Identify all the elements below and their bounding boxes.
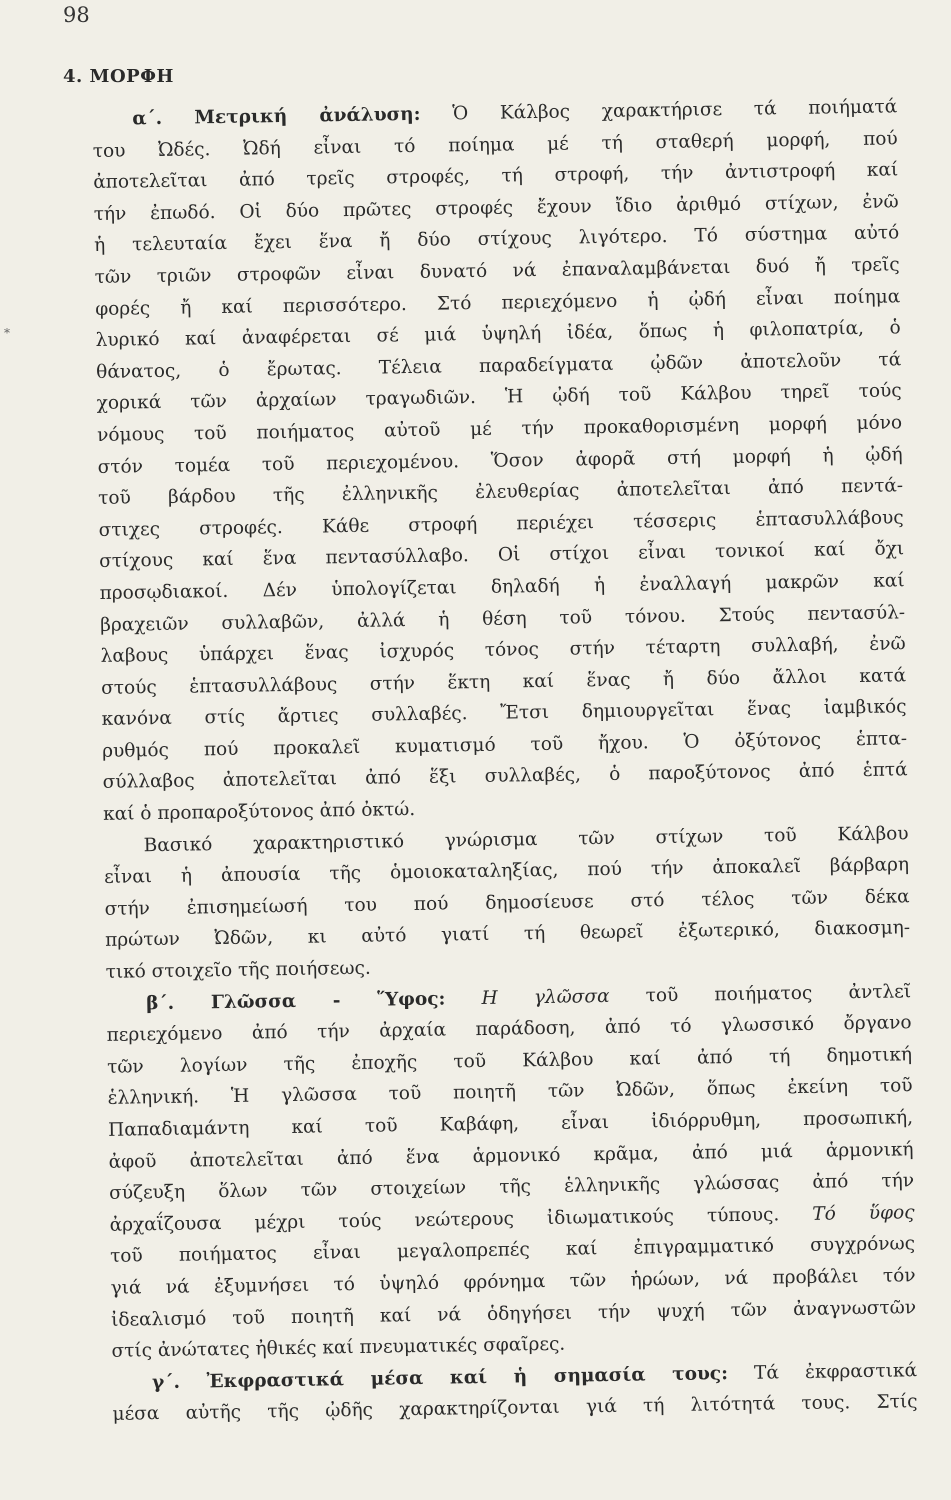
text-line: τήν ἐπωδό. Οἱ δύο πρῶτες στροφές ἔχουν ἴδιο ἀριθμό στίχων, ἐνῶ [93, 191, 899, 225]
text-line: ἑλληνική. Ἡ γλῶσσα τοῦ ποιητῆ τῶν Ὠδῶν, ὅπως ἐκείνη τοῦ [107, 1075, 913, 1110]
text-line: του Ὠδές. Ὠδή εἶναι τό ποίημα μέ τή σταθερή μορφή, πού [92, 127, 898, 162]
text-line: γ΄. Ἐκφραστικά μέσα καί ἡ σημασία τους: Τά ἐκφραστικά [151, 1359, 918, 1393]
text-line: σύλλαβος ἀποτελεῖται ἀπό ἕξι συλλαβές, ὁ παροξύτονος ἀπό ἑπτά [102, 759, 908, 794]
text-line: νόμους τοῦ ποιήματος αὐτοῦ μέ τήν προκαθορισμένη μορφή μόνο [97, 412, 903, 446]
text-line: στίς ἀνώτατες ἠθικές καί πνευματικές σφαῖρες. [111, 1333, 566, 1363]
text-line: καί ὁ προπαροξύτονος ἀπό ὀκτώ. [102, 799, 416, 825]
text-line: στίχους καί ἕνα πεντασύλλαβο. Οἱ στίχοι εἶναι τονικοί καί ὄχι [99, 538, 905, 573]
text-line: λαβους ὑπάρχει ἕνας ἰσχυρός τόνος στήν τέταρτη συλλαβή, ἐνῶ [100, 633, 906, 668]
text-line: περιεχόμενο ἀπό τήν ἀρχαία παράδοση, ἀπό τό γλωσσικό ὄργανο [106, 1012, 912, 1047]
text-line: τῶν λογίων τῆς ἐποχῆς τοῦ Κάλβου καί ἀπό τή δημοτική [106, 1044, 913, 1078]
text-line: προσῳδιακοί. Δέν ὑπολογίζεται δηλαδή ἡ ἐναλλαγή μακρῶν καί [99, 570, 905, 604]
text-line: στιχες στροφές. Κάθε στροφή περιέχει τέσσερις ἑπτασυλλάβους [98, 507, 904, 541]
text-line: τοῦ βάρδου τῆς ἐλληνικῆς ἐλευθερίας ἀποτελεῖται ἀπό πεντά- [98, 475, 904, 510]
text-line: τῶν τριῶν στροφῶν εἶναι δυνατό νά ἐπαναλαμβάνεται δυό ἤ τρεῖς [94, 254, 900, 288]
italic-term-glossa: Η γλῶσσα [481, 985, 610, 1009]
text-line: στήν ἐπισημείωσή του πού δημοσίευσε στό τέλος τῶν δέκα [104, 886, 910, 920]
text-line: λυρικό καί ἀναφέρεται σέ μιά ὑψηλή ἰδέα, ὅπως ἡ φιλοπατρία, ὁ [95, 317, 901, 352]
text-line: τοῦ ποιήματος εἶναι μεγαλοπρεπές καί ἐπιγραμματικό συγχρόνως [109, 1233, 916, 1268]
paragraph-label-a: α΄. Μετρική ἀνάλυση: [132, 103, 421, 130]
paragraph-label-b: β΄. Γλῶσσα - Ὕφος: [145, 988, 446, 1014]
text-line: γιά νά ἐξυμνήσει τό ὑψηλό φρόνημα τῶν ἡρώων, νά προβάλει τόν [110, 1265, 916, 1299]
text-line: Βασικό χαρακτηριστικό γνώρισμα τῶν στίχων τοῦ Κάλβου [143, 822, 909, 856]
text-line: χορικά τῶν ἀρχαίων τραγωδιῶν. Ἡ ᾠδή τοῦ Κάλβου τηρεῖ τούς [96, 380, 902, 415]
text-line: ρυθμός πού προκαλεῖ κυματισμό τοῦ ἤχου. Ὁ ὀξύτονος ἑπτα- [102, 728, 908, 762]
italic-term-yfos: Τό ὕφος [812, 1201, 915, 1225]
text-line: Παπαδιαμάντη καί τοῦ Καβάφη, εἶναι ἰδιόρρυθμη, προσωπική, [107, 1107, 914, 1141]
paragraph-label-c: γ΄. Ἐκφραστικά μέσα καί ἡ σημασία τους: [151, 1362, 729, 1393]
text-line: βραχειῶν συλλαβῶν, ἀλλά ἡ θέση τοῦ τόνου. Στούς πεντασύλ- [100, 601, 906, 636]
text-line: σύζευξη ὅλων τῶν στοιχείων τῆς ἑλληνικῆς γλώσσας ἀπό τήν [108, 1170, 915, 1205]
body-text [92, 91, 918, 1430]
text-line: ἀρχαΐζουσα μέχρι τούς νεώτερους ἰδιωματικούς τύπους. Τό ὕφος [109, 1201, 915, 1236]
text-line: β΄. Γλῶσσα - Ὕφος: Η γλῶσσα τοῦ ποιήματος ἀντλεῖ [145, 980, 912, 1014]
text-line: στούς ἑπτασυλλάβους στήν ἕκτη καί ἕνας ἤ δύο ἄλλοι κατά [101, 664, 907, 699]
text-line: μέσα αὐτῆς τῆς ᾠδῆς χαρακτηρίζονται γιά τή λιτότητά τους. Στίς [112, 1391, 918, 1426]
text-line: κανόνα στίς ἄρτιες συλλαβές. Ἔτσι δημιουργεῖται ἕνας ἰαμβικός [101, 696, 907, 731]
text-line: ἀποτελεῖται ἀπό τρεῖς στροφές, τή στροφή, τήν ἀντιστροφή καί [93, 159, 899, 194]
text-line: α΄. Μετρική ἀνάλυση: Ὁ Κάλβος χαρακτήρισε τά ποιήματά [132, 96, 898, 130]
text-line: εἶναι ἡ ἀπουσία τῆς ὁμοιοκαταληξίας, πού τήν ἀποκαλεῖ βάρβαρη [103, 854, 910, 889]
text-line: τικό στοιχεῖο τῆς ποιήσεως. [105, 957, 371, 983]
text-line: στόν τομέα τοῦ περιεχομένου. Ὅσον ἀφορᾶ στή μορφή ἡ ᾠδή [97, 443, 903, 478]
page-number: 98 [63, 3, 90, 27]
text-line: πρώτων Ὠδῶν, κι αὐτό γιατί τή θεωρεῖ ἐξωτερικό, διακοσμη- [104, 917, 911, 952]
text-line: θάνατος, ὁ ἔρωτας. Τέλεια παραδείγματα ᾠδῶν ἀποτελοῦν τά [96, 349, 902, 383]
margin-mark: * [4, 326, 10, 340]
text-line: ἰδεαλισμό τοῦ ποιητῆ καί νά ὁδηγήσει τήν ψυχή τῶν ἀναγνωστῶν [110, 1296, 917, 1331]
text-line: φορές ἤ καί περισσότερο. Στό περιεχόμενο ἡ ᾠδή εἶναι ποίημα [95, 285, 901, 320]
text-line: ἡ τελευταία ἔχει ἕνα ἤ δύο στίχους λιγότερο. Τό σύστημα αὐτό [94, 222, 900, 257]
text-line: ἀφοῦ ἀποτελεῖται ἀπό ἕνα ἁρμονικό κρᾶμα, ἀπό μιά ἁρμονική [108, 1138, 914, 1173]
section-heading: 4. ΜΟΡΦΗ [63, 66, 174, 87]
